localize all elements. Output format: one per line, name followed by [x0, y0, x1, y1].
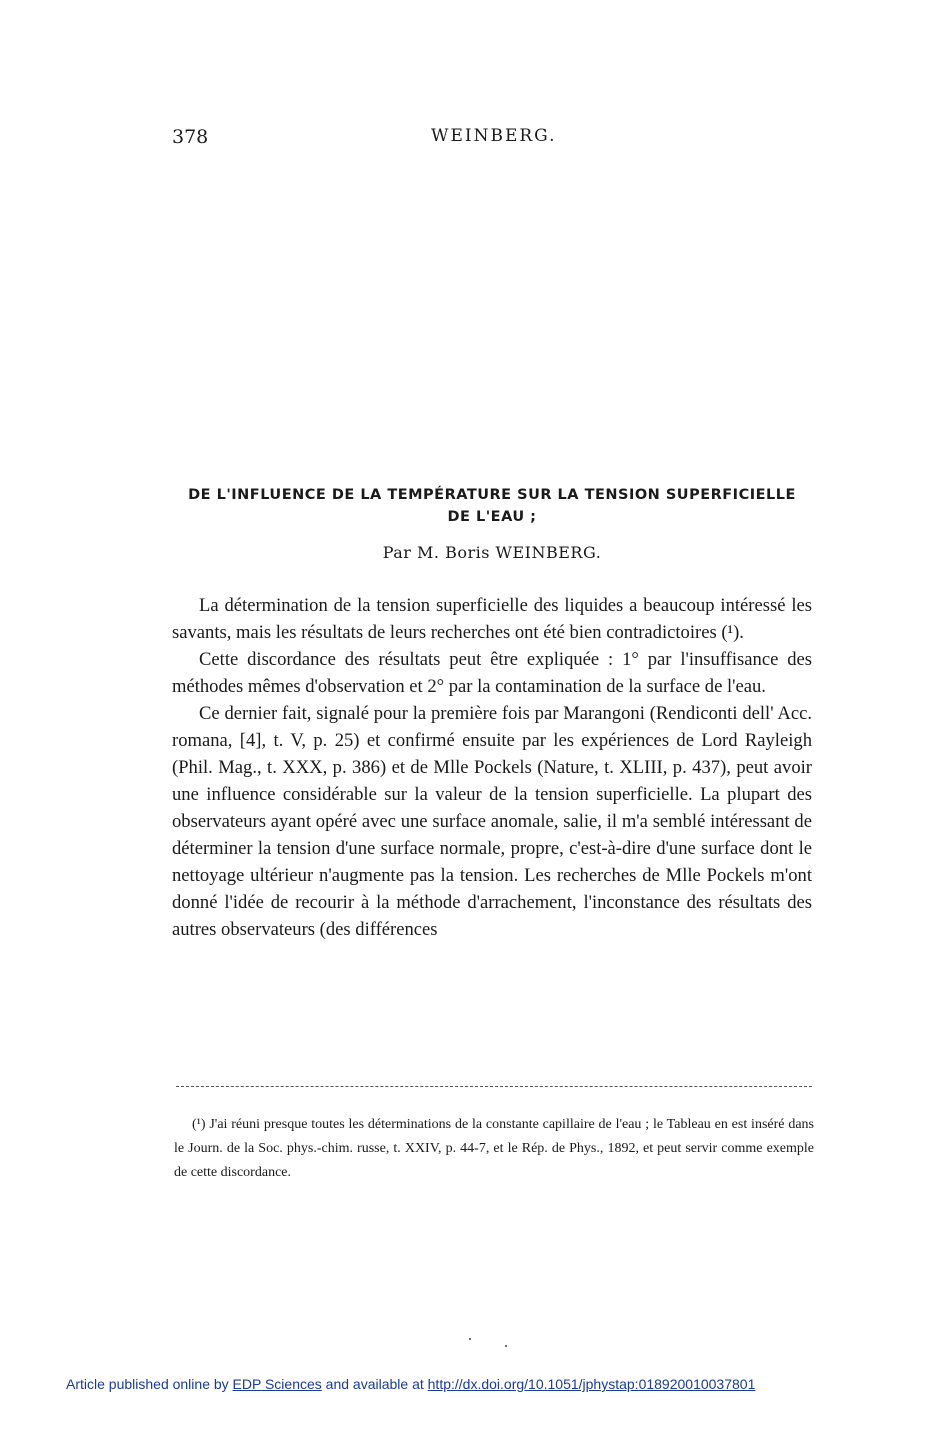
footnote-text: (¹) J'ai réuni presque toutes les déterminations de la constante capillaire de l'eau ; le Tableau en est inséré dans le Journ. de la Soc. phys.-chim. russe, t. XXIV, p. 44-7, et le Rép. de Phys., 1892, et peut servir comme exemple de cette discordance. — [174, 1117, 814, 1180]
running-title: WEINBERG. — [431, 126, 557, 146]
page-number: 378 — [172, 126, 209, 148]
doi-link[interactable]: http://dx.doi.org/10.1051/jphystap:018920010037801 — [427, 1376, 756, 1392]
banner-prefix: Article published online by — [66, 1376, 233, 1392]
publication-banner — [66, 1376, 886, 1392]
article-body — [172, 592, 812, 943]
paragraph: La détermination de la tension superficielle des liquides a beaucoup intéressé les savants, mais les résultats de leurs recherches ont été bien contradictoires (¹). — [172, 595, 812, 643]
publisher-link[interactable]: EDP Sciences — [232, 1376, 322, 1392]
banner-middle: and available at — [321, 1376, 428, 1392]
article-title-line1: DE L'INFLUENCE DE LA TEMPÉRATURE SUR LA TENSION SUPERFICIELLE — [188, 487, 796, 503]
article-title-line2: DE L'EAU ; — [447, 509, 537, 525]
article-title — [172, 484, 812, 528]
footnote — [174, 1113, 814, 1185]
running-head — [0, 126, 930, 150]
scan-specks — [465, 1336, 525, 1348]
byline: Par M. Boris WEINBERG. — [382, 543, 602, 562]
paragraph: Ce dernier fait, signalé pour la première fois par Marangoni (Rendiconti dell' Acc. romana, [4], t. V, p. 25) et confirmé ensuite par les expériences de Lord Rayleigh (Phil. Mag., t. XXX, p. 386) et de Mlle Pockels (Nature, t. XLIII, p. 437), peut avoir une influence considérable sur la valeur de la tension superficielle. La plupart des observateurs ayant opéré avec une surface anomale, salie, il m'a semblé intéressant de déterminer la tension d'une surface normale, propre, c'est-à-dire d'une surface dont le nettoyage ultérieur n'augmente pas la tension. Les recherches de Mlle Pockels m'ont donné l'idée de recourir à la méthode d'arrachement, l'inconstance des résultats des autres observateurs (des différences — [172, 703, 812, 940]
footnote-divider — [176, 1086, 812, 1088]
paragraph: Cette discordance des résultats peut être expliquée : 1° par l'insuffisance des méthodes mêmes d'observation et 2° par la contamination de la surface de l'eau. — [172, 649, 812, 697]
